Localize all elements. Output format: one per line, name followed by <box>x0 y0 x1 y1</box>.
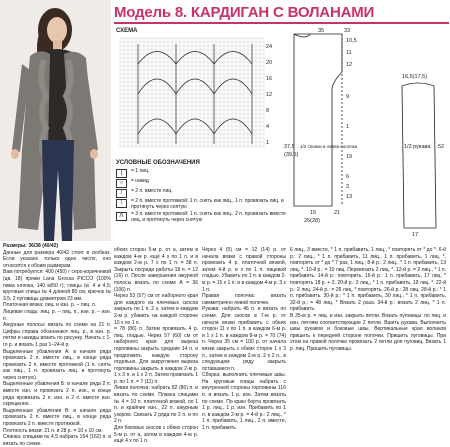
chart-row-numbers <box>266 44 272 146</box>
ssk-icon: \ <box>116 199 127 208</box>
knitting-chart <box>116 34 276 154</box>
dim-label: 13 <box>346 194 353 200</box>
paragraph: Лицевая гладь: лиц. р. – лиц. п., изн. р. – изн. п. <box>3 308 111 322</box>
dim-label: 12 <box>346 62 353 68</box>
paragraph: Сборка: выполнить плечевые швы. На круговые спицы набрать с внутренней стороны горловины 116 п. и вязать 1 р. изн. Затем вязать по схеме. По краю борта провязать 1 р. лиц., 1 р. изн. Прибавить по 1 п. в каждом 2-м р. = 4-й р.: 2 лиц., * 1 п. прибавить, 1 лиц., 2 п. вместе, 1 п. прибавить <box>202 372 286 432</box>
instructions-column-2 <box>114 247 198 445</box>
paragraph: Размеры: 36/38 (40/42) <box>3 243 59 249</box>
dim-label: 16,5(17,5) <box>402 74 428 80</box>
paragraph: Через 53 (57) см от наборного края для каждого из плечевых скосов закрыть по 1 п. 2 х, затем в каждом 2-м р. убавить на каждой стороне 10 х по 1 п. <box>114 293 198 326</box>
dim-label: 26(28) <box>304 218 320 224</box>
title-underline <box>114 22 449 24</box>
legend-text: = 2 п. вместе протяжкой: 1 п. снять как лиц., 1 п. провязать лиц. и протянуть через снятую <box>131 198 284 210</box>
row-number: 1 <box>266 140 270 146</box>
paragraph: Правая полочка: вязать симметрично левой полочке. <box>202 293 286 306</box>
knit-stitch-icon: | <box>116 169 127 178</box>
paragraph: Вам потребуется: 400 (450) г серо-коричневой (цв. 18) пряжи Lana Grossa PICCO (100% пима хлопка, 140 м/50 г); спицы № 4 и 4,5; круговые спицы № 4 длиной 80 см; крючок № 3,5; 2 пуговицы диаметром 23 мм. <box>3 269 111 302</box>
dim-label: 3 <box>346 184 350 190</box>
page-title <box>114 4 374 21</box>
paragraph: Плотность вязки: 21 п. и 28 р. = 10 х 10 см. <box>3 427 103 434</box>
yarn-over-icon: ○ <box>116 179 127 188</box>
paragraph: Платочная вязка: лиц. и изн. р. – лиц. п. <box>3 302 97 309</box>
back-outline <box>294 34 342 206</box>
row-number: 12 <box>266 92 273 98</box>
row-number: 8 <box>266 108 270 114</box>
row-number: 4 <box>266 124 270 130</box>
paragraph: Данные для размера 40/42 стоят в скобках. Если указано только одно число, оно относится к обоим размерам. <box>3 249 111 269</box>
row-number: 24 <box>266 44 273 50</box>
paragraph: Левая полочка: набрать 82 (86) п. и вязать по схеме. Планка спицами № 4 = 10 п. платочной вязкой, по 1 п. и крайние изн., 22 п. ажурным узором. Связать 2 ряда по 2 п. и по 2 п. <box>114 385 198 425</box>
dim-label: 35 <box>318 28 325 34</box>
legend-text: = 2 п. вместе лиц. <box>131 188 173 194</box>
paragraph: Спинка: спицами № 4,5 набрать 154 (162) п. и вязать по схеме. <box>3 434 111 447</box>
dim-label: 37,5 <box>284 144 295 150</box>
dim-label: 6 <box>346 174 350 180</box>
paragraph: Выделенные убавления В: в начале ряда провязать 2 п. вместе лиц., в конце ряда провязать 2 п. вместе протяжкой. <box>3 407 111 428</box>
paragraph: Выделенные убавления А: в начале ряда провязать 2 п. вместе лиц., в конце ряда провязать 2 п. вместе протяжкой (1 п. снять как лиц., 1 п. провязать лиц. и протянуть через снятую). <box>3 348 111 381</box>
model-label: Модель 8. <box>114 4 187 21</box>
dim-label: 1/2 спинки и левая полочка <box>300 144 358 149</box>
sk2p-icon: Λ <box>116 212 127 221</box>
model-title: КАРДИГАН С ВОЛАНАМИ <box>190 4 375 21</box>
dim-label: 19 <box>346 154 353 160</box>
dim-label: (39,5) <box>284 152 299 158</box>
legend-text: = 3 п. вместе протяжкой: 1 п. снять как лиц., 2 п. провязать вместе лиц. и протянуть через снятую <box>131 211 286 223</box>
dim-label: 52 <box>438 144 445 150</box>
legend <box>116 169 286 225</box>
row-number: 20 <box>266 60 273 66</box>
paragraph: Рукава: набрать 46 п. и вязать по схеме. Для скосов в 7-м р. от начала вязки прибавить с обеих сторон 11 х по 1 п. в каждом 6-м р. и 1 х 1 п. в каждом 8-м р. = 70 (74) п. Через 35 см = 100 р. от начала вязки закрыть с обеих сторон 1 х 3 п., затем в каждом 2-м р. 2 х 2 п., в следующем ряду закрыть оставшиеся п. <box>202 306 286 372</box>
dim-label: 11 <box>346 50 352 56</box>
paragraph: 6 лиц., 3 вместе, * 1 п. прибавить, 1 лиц., * повторять от * до *. 6-й р.: 2 лиц., * 1 п. прибавить, 11 лиц., 1 п. прибавить, 1 лиц. *, повторять от * до * 7 раз, 1 лиц.; 8-й р.: 2 лиц., * 1 п. прибавить, 13 лиц. *. 10-й р.: = 10 лиц. Перевязать 2 лиц. *. 12-й р. = 2 лиц., * 1 п. прибавить. 14-й р.: повторить. 16-й р.: 1 п. прибавить, 17 лиц. * повторять 18 р. + 2. 20-й р.: 2 лиц., * 1 п. прибавить, 19 лиц. *. 22-й р.: 2 лиц. 24-й р.: = 26 лиц. * повторять. 26-й р.: 28 лиц. 28-й р.: * 1 п. прибавить. 30-й р.: * 1 п. прибавить, 30 лиц., * 1 п. прибавить. 32-й р.: = 48 лиц. * Вязать 2 раза. 34-й р.: вязать 2 лиц. * 1 п. прибавить. <box>290 247 446 313</box>
paragraph: обоих сторон 5-м р. от а, затем в каждом 4-м р. ещё 4 х по 1 п. и в каждом 2-м р. 7 х по 1 п. = 38 п. Закрыть посреди работы 18 п. = 12 (16) п. После завершения ажурной полосы вязать по схеме А = 36 (106) п. <box>114 247 198 293</box>
row-number: 16 <box>266 76 273 82</box>
paragraph: = 78 (86) п. Затем провязать 4 р. лиц. гладью. Через 57 (60) см от наборного края для выреза горловины закрыть средние 14 п. и продолжить каждую сторону отдельно. Для закругления выреза горловины закрыть в каждом 2-м р. 1 х 3 п. и 1 х 2 п. Затем провязать 1 р. по 1 п. = 7 (11) п. <box>114 326 198 385</box>
dim-label: 21 <box>334 210 341 216</box>
dim-label: 17 <box>412 232 419 238</box>
dim-label: 9 <box>346 94 350 100</box>
paragraph: Через 4 (5) см = 12 (14) р. от начала вязки с правой стороны провязать 4 р. платочной вязкой, затем 4-й р. в х по 1 п. лицевой гладью. Убавить по 1 п. в каждом 2-м р. = 15 х 1 п. и в каждом 4-м р. 3 х 1 п. <box>202 247 286 293</box>
model-photo-illustration <box>0 0 111 241</box>
sleeve-outline <box>402 83 436 228</box>
instructions-column-4 <box>290 247 446 353</box>
dim-label: 15 <box>310 210 317 216</box>
legend-text: = накид <box>131 178 149 184</box>
dim-label: 10,5 <box>346 38 357 44</box>
instructions-column-1 <box>3 243 111 447</box>
paragraph: В 35-м р. = лиц. и изн. закрыть петли. Вязать пуговицы: по лиц. и изн. петлям соответствующие 2 петли. Вшить рукава. Выполнить швы рукавов и боковые швы. Вертикальные края воланов пришить к передней стороне полочки. Пришить пуговицы. При этом на правой полочке провязать 2 петли для пуговиц. Вязать 1 р. лиц. Пришить пуговицы. <box>290 312 446 352</box>
scheme-label: СХЕМА <box>116 28 138 34</box>
legend-item <box>116 212 286 225</box>
model-photo <box>0 0 111 241</box>
legend-text: = 1 лиц. <box>131 168 150 174</box>
garment-schematic <box>284 28 450 238</box>
legend-title: УСЛОВНЫЕ ОБОЗНАЧЕНИЯ <box>116 160 200 166</box>
instructions-column-3 <box>202 247 286 432</box>
dim-label: 1/2 рукава <box>404 144 431 150</box>
schematic-labels <box>284 28 444 238</box>
dim-label: 33 <box>344 28 351 34</box>
paragraph: Для боковых скосов с обеих сторон 5-м р. от а, затем в каждом 4-м р. ещё 4 х по 1 п. <box>114 425 198 445</box>
paragraph: Ажурные полосы: вязать по схеме на 21 п. Цифры справа обозначают лиц. р., в изн. р. петли и накиды вязать по рисунку. Начать с 1-го р. и вязать 1 раз 1–24-й р. <box>3 322 111 348</box>
k2tog-icon: / <box>116 189 127 198</box>
paragraph: Выделенные убавления Б: в начале ряда 2 п. вместе изн. и провязать 2 п. изн., в конце ряда провязать 2 п. изн. и 2 п. вместе изн. скрещенно. <box>3 381 111 408</box>
dim-label: 1 <box>346 124 350 130</box>
